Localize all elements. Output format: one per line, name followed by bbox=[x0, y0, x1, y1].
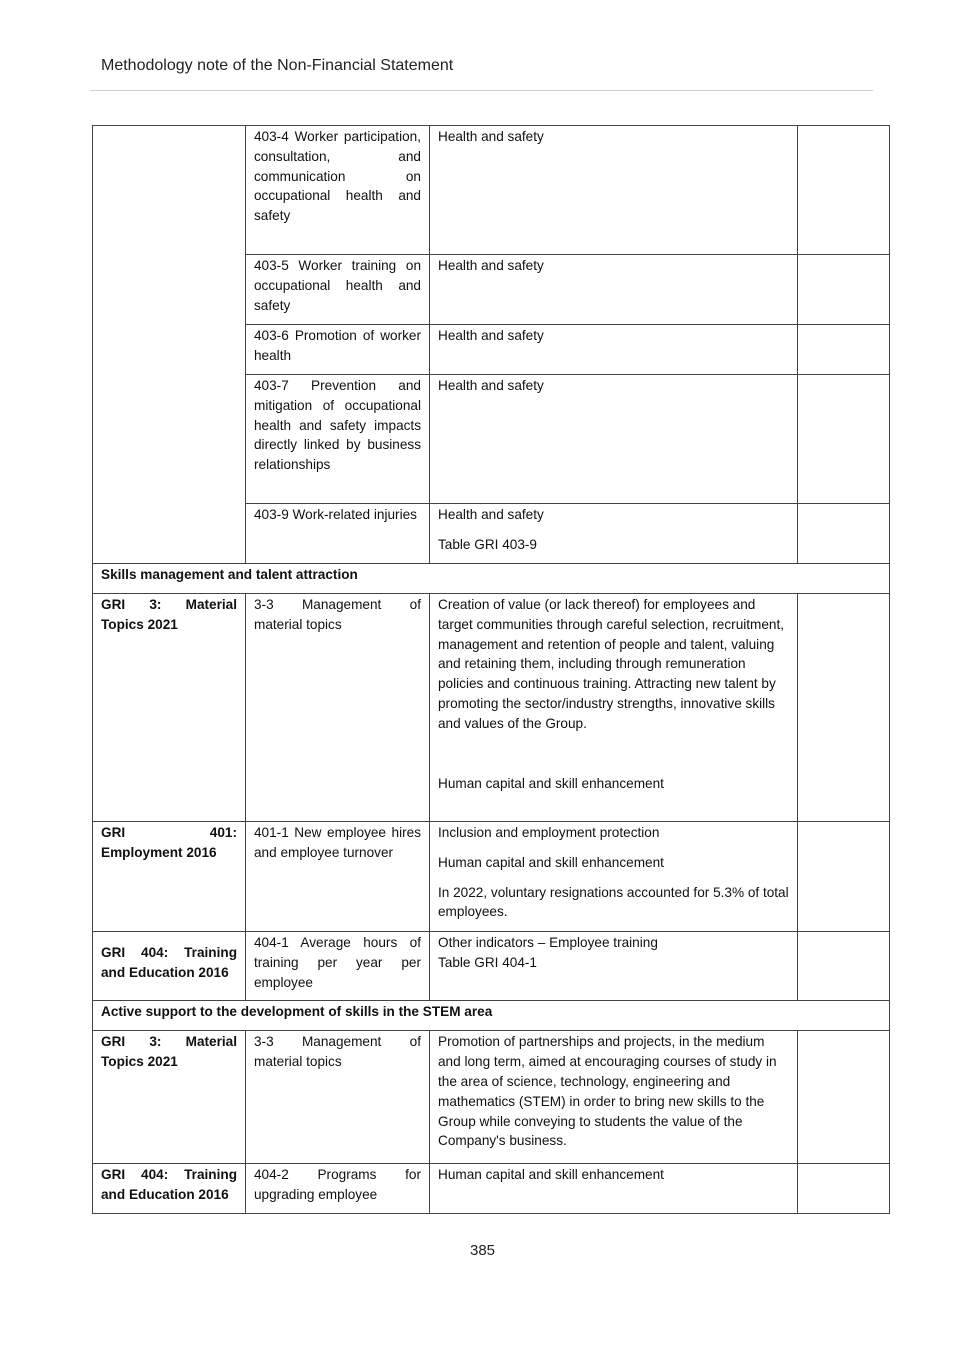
reference-text: Other indicators – Employee training bbox=[438, 935, 658, 950]
reference-text: Human capital and skill enhancement bbox=[438, 854, 664, 870]
reference-cell: Health and safety bbox=[430, 325, 798, 375]
reference-table-link: Table GRI 403-9 bbox=[438, 536, 537, 552]
disclosure-cell: 3-3 Management of material topics bbox=[246, 594, 430, 822]
disclosure-cell: 3-3 Management of material topics bbox=[246, 1031, 430, 1164]
section-row bbox=[93, 1001, 890, 1031]
reference-cell bbox=[430, 822, 798, 932]
gri-content-index-table bbox=[92, 125, 890, 1214]
omission-cell bbox=[798, 822, 890, 932]
reference-cell bbox=[430, 932, 798, 1001]
reference-text: Health and safety bbox=[438, 507, 544, 522]
table-row bbox=[93, 822, 890, 932]
reference-cell: Health and safety bbox=[430, 126, 798, 255]
section-title: Active support to the development of skills in the STEM area bbox=[93, 1001, 890, 1031]
disclosure-cell: 404-2 Programs for upgrading employee bbox=[246, 1164, 430, 1214]
reference-cell: Health and safety bbox=[430, 375, 798, 504]
reference-cell bbox=[430, 504, 798, 564]
standard-cell: GRI 404: Training and Education 2016 bbox=[93, 932, 246, 1001]
reference-text: Inclusion and employment protection bbox=[438, 825, 660, 840]
reference-table-link: Table GRI 404-1 bbox=[438, 954, 537, 970]
omission-cell bbox=[798, 1164, 890, 1214]
standard-cell: GRI 404: Training and Education 2016 bbox=[93, 1164, 246, 1214]
reference-cell: Promotion of partnerships and projects, in the medium and long term, aimed at encouraging courses of study in the area of science, technology, engineering and mathematics (STEM) in order to bring new skills to the Group while conveying to students the value of the Company's business. bbox=[430, 1031, 798, 1164]
reference-text: Human capital and skill enhancement bbox=[438, 775, 664, 791]
standard-cell: GRI 3: Material Topics 2021 bbox=[93, 1031, 246, 1164]
omission-cell bbox=[798, 1031, 890, 1164]
header-divider bbox=[90, 90, 873, 91]
disclosure-cell: 403-9 Work-related injuries bbox=[246, 504, 430, 564]
disclosure-cell: 403-5 Worker training on occupational health and safety bbox=[246, 255, 430, 325]
omission-cell bbox=[798, 126, 890, 255]
disclosure-cell: 403-4 Worker participation, consultation, and communication on occupational health and safety bbox=[246, 126, 430, 255]
standard-cell: GRI 401: Employment 2016 bbox=[93, 822, 246, 932]
reference-text: In 2022, voluntary resignations accounted for 5.3% of total employees. bbox=[438, 884, 789, 920]
table-row bbox=[93, 1031, 890, 1164]
page-number: 385 bbox=[469, 1242, 496, 1259]
omission-cell bbox=[798, 325, 890, 375]
table-row bbox=[93, 594, 890, 822]
reference-cell: Human capital and skill enhancement bbox=[430, 1164, 798, 1214]
omission-cell bbox=[798, 594, 890, 822]
omission-cell bbox=[798, 375, 890, 504]
table-row bbox=[93, 1164, 890, 1214]
table-row bbox=[93, 932, 890, 1001]
section-title: Skills management and talent attraction bbox=[93, 564, 890, 594]
reference-cell bbox=[430, 594, 798, 822]
disclosure-cell: 403-6 Promotion of worker health bbox=[246, 325, 430, 375]
page-header-title: Methodology note of the Non-Financial Statement bbox=[101, 57, 454, 74]
standard-cell: GRI 3: Material Topics 2021 bbox=[93, 594, 246, 822]
disclosure-cell: 401-1 New employee hires and employee turnover bbox=[246, 822, 430, 932]
table-row bbox=[93, 126, 890, 255]
disclosure-cell: 404-1 Average hours of training per year per employee bbox=[246, 932, 430, 1001]
disclosure-cell: 403-7 Prevention and mitigation of occupational health and safety impacts directly linked by business relationships bbox=[246, 375, 430, 504]
reference-cell: Health and safety bbox=[430, 255, 798, 325]
section-row bbox=[93, 564, 890, 594]
omission-cell bbox=[798, 932, 890, 1001]
reference-text: Creation of value (or lack thereof) for employees and target communities through careful selection, recruitment, management and retention of people and talent, valuing and retaining them, including through remuneration policies and continuous training. Attracting new talent by promoting the sector/industry strengths, innovative skills and values of the Group. bbox=[438, 597, 785, 731]
standard-cell bbox=[93, 126, 246, 564]
omission-cell bbox=[798, 255, 890, 325]
omission-cell bbox=[798, 504, 890, 564]
